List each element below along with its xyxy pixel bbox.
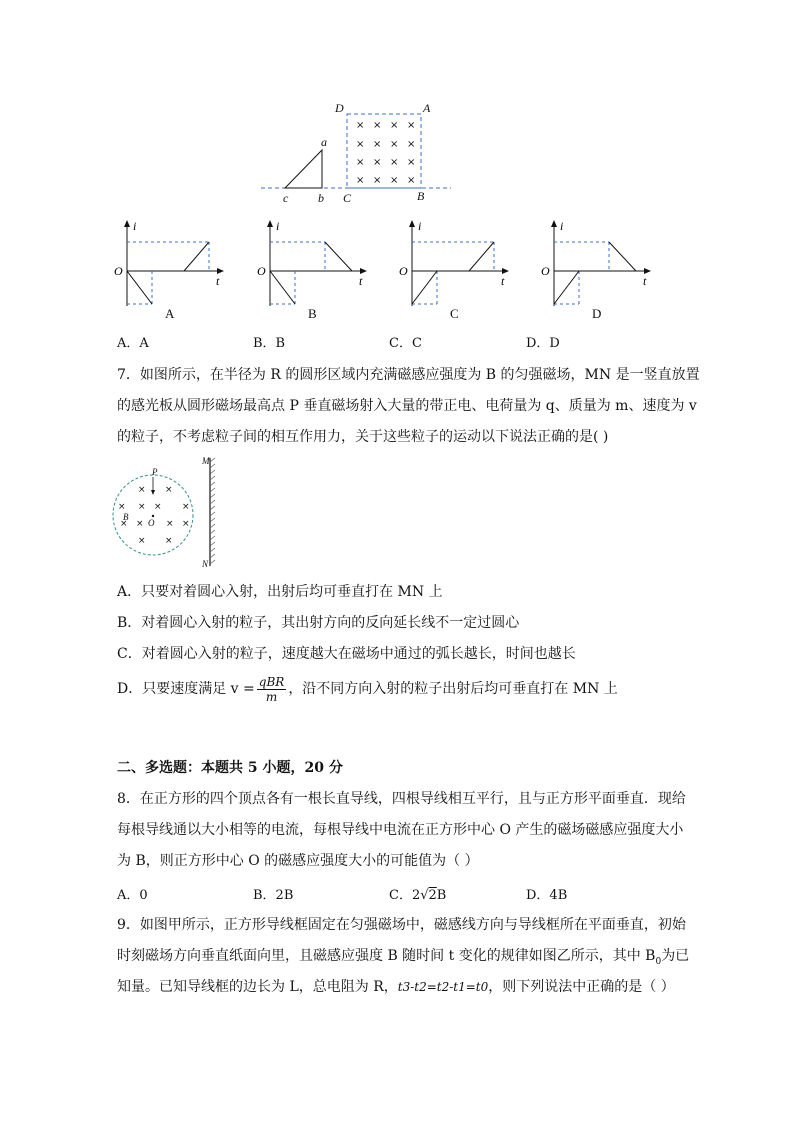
curve-a-1 [127, 271, 152, 304]
q9-line-3-pre: 知量。已知导线框的边长为 L，总电阻为 R， [117, 979, 398, 995]
label-tri-c: c [283, 191, 289, 205]
svg-text:×: × [154, 502, 162, 512]
q7-option-d[interactable] [117, 672, 618, 706]
q7-d-fraction [257, 675, 287, 704]
graph-d-caption: D [592, 306, 602, 321]
q6-option-d[interactable]: D．D [526, 336, 560, 351]
q8-option-b[interactable]: B．2B [253, 888, 294, 903]
svg-text:×: × [120, 519, 128, 529]
q8-line-3: 为 B，则正方形中心 O 的磁感应强度大小的可能值为（ ） [117, 853, 479, 869]
q8-line-2: 每根导线通以大小相等的电流，每根导线中电流在正方形中心 O 产生的磁场磁感应强度大小 [117, 822, 684, 838]
q7-d-denominator: m [265, 689, 278, 704]
svg-text:×: × [356, 175, 365, 186]
svg-text:×: × [138, 536, 146, 546]
q7-option-a[interactable]: A．只要对着圆心入射，出射后均可垂直打在 MN 上 [117, 584, 443, 600]
circle-field-figure [110, 452, 225, 572]
q7-d-prefix: D．只要速度满足 v = [117, 681, 255, 697]
q9-line-2 [117, 946, 689, 972]
q7-d-suffix: ，沿不同方向入射的粒子出射后均可垂直打在 MN 上 [288, 681, 618, 697]
svg-text:×: × [373, 157, 382, 168]
label-a: A [423, 101, 431, 115]
curve-c-2 [469, 242, 494, 271]
svg-text:t: t [216, 274, 220, 288]
q7-option-b[interactable]: B．对着圆心入射的粒子，其出射方向的反向延长线不一定过圆心 [117, 615, 520, 631]
svg-text:t: t [359, 274, 363, 288]
svg-text:N: N [202, 559, 209, 569]
svg-text:×: × [407, 139, 416, 150]
svg-text:×: × [356, 139, 365, 150]
q8-c-radicand: 2 [428, 888, 437, 903]
svg-text:×: × [165, 536, 173, 546]
svg-text:t: t [643, 274, 647, 288]
label-tri-a: a [321, 135, 327, 149]
label-b: B [417, 189, 425, 203]
svg-text:×: × [390, 120, 399, 131]
svg-text:×: × [166, 519, 174, 529]
triangle-loop [285, 150, 322, 188]
curve-c-1 [412, 271, 437, 304]
svg-text:×: × [182, 519, 190, 529]
label-d: D [335, 101, 344, 115]
label-c: C [343, 191, 352, 205]
q6-option-a[interactable]: A．A [117, 336, 149, 351]
svg-text:×: × [118, 502, 126, 512]
svg-text:i: i [276, 219, 280, 233]
svg-text:×: × [373, 139, 382, 150]
curve-d-1 [554, 271, 579, 304]
q8-line-1: 8．在正方形的四个顶点各有一根长直导线，四根导线相互平行，且与正方形平面垂直．现给 [117, 791, 686, 807]
graph-a-caption: A [165, 306, 175, 321]
section-2-heading: 二、多选题：本题共 5 小题，20 分 [117, 760, 343, 776]
q7-option-c[interactable]: C．对着圆心入射的粒子，速度越大在磁场中通过的弧长越长，时间也越长 [117, 646, 576, 662]
q9-line-3-post: ，则下列说法中正确的是（ ） [488, 979, 675, 995]
svg-text:×: × [136, 519, 144, 529]
field-marks [356, 120, 415, 186]
svg-text:O: O [114, 264, 123, 278]
svg-text:O: O [148, 518, 155, 528]
svg-text:t: t [501, 274, 505, 288]
svg-text:×: × [356, 120, 365, 131]
svg-text:B: B [123, 512, 129, 522]
q7-line-3: 的粒子，不考虑粒子间的相互作用力，关于这些粒子的运动以下说法正确的是( ) [117, 429, 609, 445]
svg-text:×: × [390, 157, 399, 168]
q8-option-d[interactable]: D．4B [526, 888, 568, 903]
svg-text:O: O [257, 264, 266, 278]
svg-text:×: × [407, 175, 416, 186]
q9-line-1: 9．如图甲所示，正方形导线框固定在匀强磁场中，磁感线方向与导线框所在平面垂直，初始 [117, 917, 686, 933]
graph-b-caption: B [308, 306, 317, 321]
svg-text:×: × [373, 120, 382, 131]
q7-line-2: 的感光板从圆形磁场最高点 P 垂直磁场射入大量的带正电、电荷量为 q、质量为 m、速度为 v [117, 398, 697, 414]
label-tri-b: b [318, 191, 324, 205]
svg-text:×: × [390, 139, 399, 150]
q8-option-c[interactable] [389, 884, 446, 903]
q6-option-c[interactable]: C．C [389, 336, 422, 351]
q9-b0-sub: 0 [655, 956, 662, 967]
q9-line-2-post: 为已 [661, 948, 690, 964]
q8-option-a[interactable]: A．0 [117, 888, 148, 903]
svg-text:×: × [407, 157, 416, 168]
svg-text:×: × [356, 157, 365, 168]
curve-b-1 [270, 271, 295, 304]
q9-line-3 [117, 977, 675, 997]
q9-line-2-pre: 时刻磁场方向垂直纸面向里，且磁感应强度 B 随时间 t 变化的规律如图乙所示，其中 B [117, 948, 656, 964]
svg-text:×: × [138, 502, 146, 512]
svg-text:O: O [541, 264, 550, 278]
curve-d-2 [609, 242, 636, 271]
svg-text:M: M [202, 456, 210, 466]
graph-c-caption: C [450, 306, 459, 321]
curve-a-2 [184, 242, 209, 271]
q8-c-prefix: C．2 [389, 888, 421, 903]
svg-text:i: i [418, 219, 422, 233]
q7-line-1: 7．如图所示，在半径为 R 的圆形区域内充满磁感应强度为 B 的匀强磁场，MN 是一竖直放置 [117, 367, 700, 383]
svg-text:×: × [390, 175, 399, 186]
q6-option-b[interactable]: B．B [253, 336, 286, 351]
sqrt-sign: √ [420, 888, 429, 903]
svg-text:P: P [152, 467, 158, 477]
svg-text:×: × [165, 485, 173, 495]
q8-c-suffix: B [436, 888, 447, 903]
svg-text:×: × [182, 502, 190, 512]
field-figure [255, 98, 455, 208]
svg-text:i: i [133, 219, 137, 233]
q7-d-numerator: qBR [258, 674, 285, 689]
svg-text:×: × [407, 120, 416, 131]
curve-b-2 [325, 242, 352, 271]
svg-text:O: O [399, 264, 408, 278]
svg-text:i: i [560, 219, 564, 233]
svg-text:×: × [138, 485, 146, 495]
q9-time-relation: t3-t2=t2-t1=t0 [397, 980, 489, 994]
svg-text:×: × [373, 175, 382, 186]
